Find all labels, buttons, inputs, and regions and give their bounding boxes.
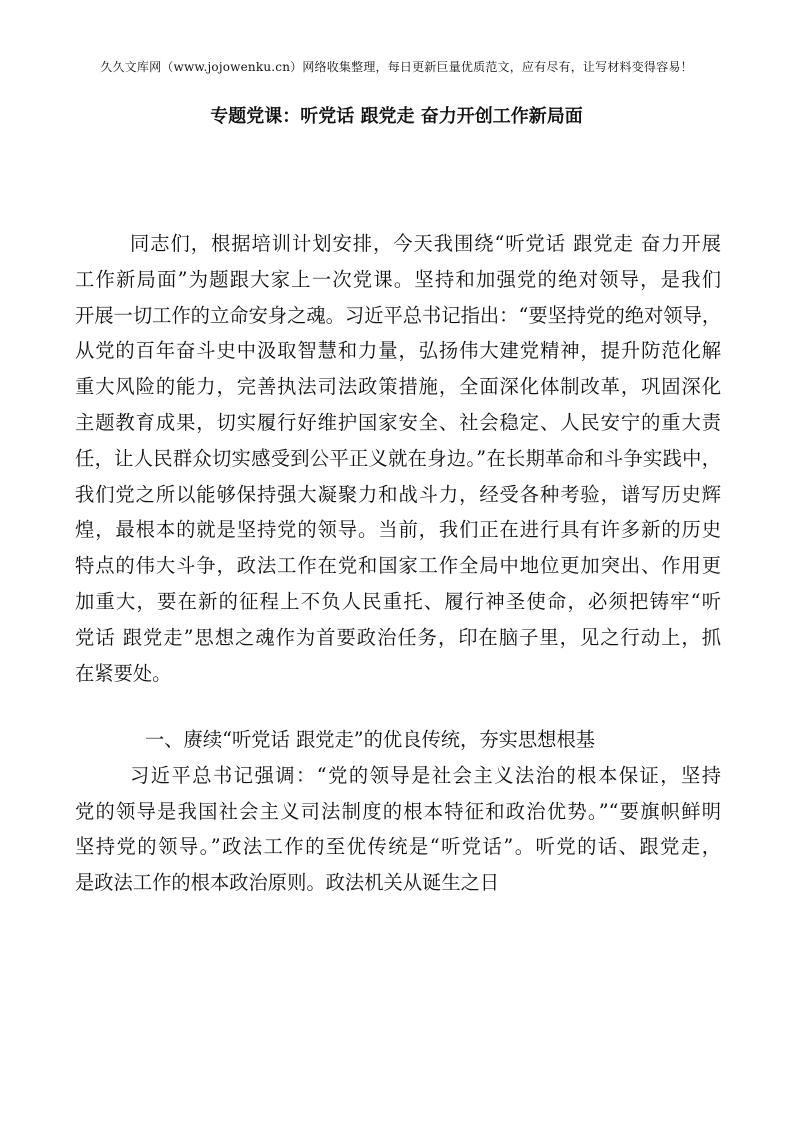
section-heading: 一、赓续“听党话 跟党走”的优良传统，夯实思想根基 [145, 728, 596, 751]
text-line: 同志们，根据培训计划安排，今天我围绕“听党话 跟党走 奋力开展 [130, 232, 721, 255]
paragraph-intro [75, 226, 721, 691]
text-line: 工作新局面”为题跟大家上一次党课。坚持和加强党的绝对领导，是我们 [75, 267, 721, 291]
text-line: 开展一切工作的立命安身之魂。习近平总书记指出：“要坚持党的绝对领导， [75, 303, 722, 327]
text-line: 党话 跟党走”思想之魂作为首要政治任务，印在脑子里，见之行动上，抓 [75, 625, 721, 649]
text-line: 任，让人民群众切实感受到公平正义就在身边。”在长期革命和斗争实践中， [75, 446, 721, 470]
text-line: 重大风险的能力，完善执法司法政策措施，全面深化体制改革，巩固深化 [75, 375, 721, 399]
text-line: 煌，最根本的就是坚持党的领导。当前，我们正在进行具有许多新的历史 [75, 518, 721, 542]
text-line: 加重大，要在新的征程上不负人民重托、履行神圣使命，必须把铸牢“听 [75, 589, 721, 613]
text-line: 习近平总书记强调：“党的领导是社会主义法治的根本保证，坚持 [130, 763, 721, 787]
text-line: 在紧要处。 [75, 661, 172, 685]
text-line: 党的领导是我国社会主义司法制度的根本特征和政治优势。”“要旗帜鲜明 [75, 799, 721, 823]
text-line: 是政法工作的根本政治原则。政法机关从诞生之日 [75, 871, 500, 895]
section-one [75, 722, 721, 901]
text-line: 从党的百年奋斗史中汲取智慧和力量，弘扬伟大建党精神，提升防范化解 [75, 339, 721, 363]
text-line: 我们党之所以能够保持强大凝聚力和战斗力，经受各种考验，谱写历史辉 [75, 482, 721, 506]
document-title: 专题党课：听党话 跟党走 奋力开创工作新局面 [210, 106, 583, 127]
page-header: 久久文库网（www.jojowenku.cn）网络收集整理，每日更新巨量优质范文，应有尽有，让写材料变得容易！ [100, 60, 693, 74]
text-line: 特点的伟大斗争，政法工作在党和国家工作全局中地位更加突出、作用更 [75, 554, 721, 578]
text-line: 主题教育成果，切实履行好维护国家安全、社会稳定、人民安宁的重大责 [75, 410, 721, 434]
text-line: 坚持党的领导。”政法工作的至优传统是“听党话”。听党的话、跟党走， [75, 835, 721, 859]
